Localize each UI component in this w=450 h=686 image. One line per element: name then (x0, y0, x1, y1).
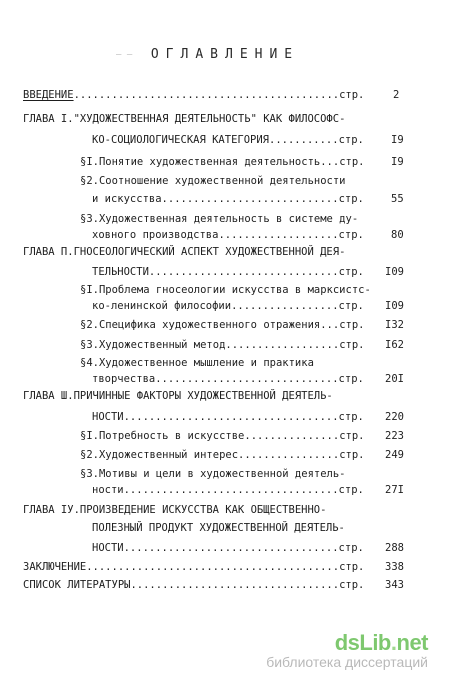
toc-entry-chapter-2-cont: ТЕЛЬНОСТИ..............................стр. (92, 266, 364, 278)
toc-entry-chapter-4-cont2: НОСТИ..................................стр. (92, 542, 364, 554)
entry-dots: ................................. (130, 579, 340, 591)
entry-dots: ................... (218, 229, 339, 241)
entry-page-prefix: стр. (339, 89, 365, 101)
entry-page-number: I62 (385, 339, 404, 351)
entry-dots: ............................. (155, 373, 339, 385)
toc-entry-2-1-cont: ко-ленинской философии.................стр. (92, 300, 364, 312)
toc-entry-3-1: §I.Потребность в искусстве...............стр. (80, 430, 365, 442)
watermark-subtitle: библиотека диссертаций (266, 654, 428, 670)
entry-dots: ................ (238, 449, 340, 461)
corner-mark: _ _ (116, 46, 133, 56)
entry-page-number: I9 (391, 134, 404, 146)
entry-page-number: 338 (385, 561, 404, 573)
entry-dots: ........... (269, 134, 339, 146)
toc-entry-1-2-cont: и искусства............................стр. (92, 193, 364, 205)
toc-entry-chapter-1 (23, 112, 345, 126)
toc-entry-chapter-3-cont: НОСТИ..................................стр. (92, 411, 364, 423)
watermark (266, 630, 428, 670)
entry-page-number: 249 (385, 449, 404, 461)
entry-dots: ............................ (161, 193, 339, 205)
entry-page-number: 80 (391, 229, 404, 241)
toc-entry-chapter-1-cont: КО-СОЦИОЛОГИЧЕСКАЯ КАТЕГОРИЯ...........стр. (92, 134, 364, 146)
entry-label: ВВЕДЕНИЕ (23, 89, 74, 101)
entry-page-number: 288 (385, 542, 404, 554)
watermark-logo: dsLib.net (334, 630, 428, 655)
entry-page-number: 220 (385, 411, 404, 423)
entry-dots: .............................. (148, 266, 339, 278)
entry-dots: ........................................ (86, 561, 340, 573)
entry-dots: .................. (225, 339, 340, 351)
entry-dots: .......................................... (73, 89, 340, 101)
toc-entry-1-1: §I.Понятие художественная деятельность...стр. (80, 156, 365, 168)
toc-entry-2-3: §3.Художественный метод..................стр. (80, 339, 365, 351)
entry-dots: .................................. (123, 484, 339, 496)
entry-label: ГЛАВА I."ХУДОЖЕСТВЕННАЯ ДЕЯТЕЛЬНОСТЬ" КАК ФИЛОСОФС- (23, 113, 346, 125)
entry-dots: .................................. (123, 542, 339, 554)
toc-entry-1-3: §3.Художественная деятельность в системе ду- (80, 213, 359, 225)
entry-label: §I.Понятие художественная деятельность (80, 156, 321, 168)
entry-page-number: I09 (385, 300, 404, 312)
toc-entry-chapter-4-cont: ПОЛЕЗНЫЙ ПРОДУКТ ХУДОЖЕСТВЕННОЙ ДЕЯТЕЛЬ- (92, 522, 345, 534)
entry-dots: ................. (231, 300, 339, 312)
entry-dots: ... (320, 156, 340, 168)
toc-entry-3-3-cont: ности..................................стр. (92, 484, 364, 496)
toc-entry-conclusion: ЗАКЛЮЧЕНИЕ........................................стр. (23, 561, 365, 573)
toc-entry-2-4: §4.Художественное мышление и практика (80, 357, 314, 369)
toc-entry-chapter-2: ГЛАВА П.ГНОСЕОЛОГИЧЕСКИЙ АСПЕКТ ХУДОЖЕСТВЕННОЙ ДЕЯ- (23, 246, 346, 258)
toc-entry-1-2 (80, 174, 346, 188)
toc-entry-chapter-4: ГЛАВА IУ.ПРОИЗВЕДЕНИЕ ИСКУССТВА КАК ОБЩЕСТВЕННО- (23, 504, 327, 516)
entry-dots: .................................. (123, 411, 339, 423)
entry-page-number: 343 (385, 579, 404, 591)
toc-entry-1-3-cont: ховного производства...................стр. (92, 229, 364, 241)
toc-entry-3-3: §3.Мотивы и цели в художественной деятель- (80, 468, 346, 480)
entry-page-number: 223 (385, 430, 404, 442)
entry-page-number: 2 (393, 89, 400, 101)
entry-label-cont: КО-СОЦИОЛОГИЧЕСКАЯ КАТЕГОРИЯ (92, 134, 270, 146)
entry-page-number: 55 (391, 193, 404, 205)
toc-entry-3-2: §2.Художественный интерес................стр. (80, 449, 365, 461)
page-title: ОГЛАВЛЕНИЕ (150, 47, 300, 62)
toc-entry-bibliography: СПИСОК ЛИТЕРАТУРЫ.................................стр. (23, 579, 365, 591)
entry-dots: ............... (244, 430, 340, 442)
entry-page-number: 20I (385, 373, 404, 385)
entry-page-number: I32 (385, 319, 404, 331)
entry-label: §2.Соотношение художественной деятельности (80, 175, 346, 187)
entry-dots: ... (320, 319, 340, 331)
toc-entry-chapter-3: ГЛАВА Ш.ПРИЧИННЫЕ ФАКТОРЫ ХУДОЖЕСТВЕННОЙ ДЕЯТЕЛЬ- (23, 390, 333, 402)
entry-page-number: I09 (385, 266, 404, 278)
toc-entry-intro (23, 88, 364, 102)
toc-entry-2-1: §I.Проблема гносеологии искусства в марксистс- (80, 284, 371, 296)
toc-entry-2-4-cont: творчества.............................стр. (92, 373, 364, 385)
toc-entry-2-2: §2.Специфика художественного отражения...стр. (80, 319, 365, 331)
entry-page-number: 27I (385, 484, 404, 496)
entry-page-number: I9 (391, 156, 404, 168)
